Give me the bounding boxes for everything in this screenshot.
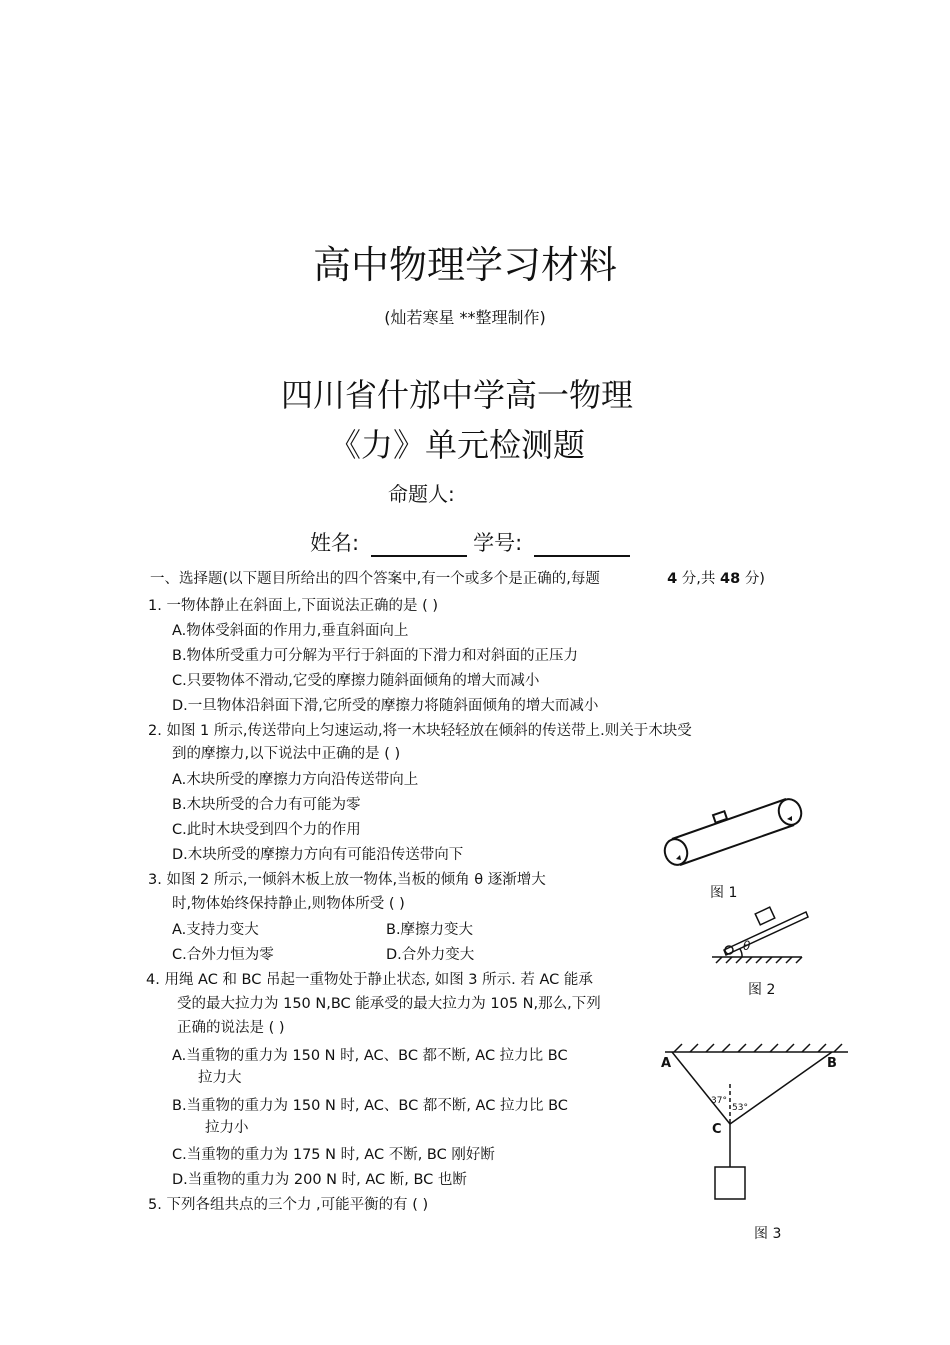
block xyxy=(755,907,775,925)
q3-option-c: C.合外力恒为零 xyxy=(172,947,274,963)
name-blank[interactable] xyxy=(371,533,467,557)
figure-2-label: 图 2 xyxy=(748,982,776,998)
figure-3-point-c: C xyxy=(712,1122,722,1137)
rope-bc xyxy=(730,1052,832,1124)
lower-roller-arrow-icon xyxy=(676,855,681,860)
question-3-stem-line-1: 3. 如图 2 所示,一倾斜木板上放一物体,当板的倾角 θ 逐渐增大 xyxy=(148,872,546,888)
school-title: 四川省什邡中学高一物理 xyxy=(280,376,633,414)
figure-3-label: 图 3 xyxy=(754,1226,782,1242)
unit-title: 《力》单元检测题 xyxy=(328,426,585,464)
question-5-stem: 5. 下列各组共点的三个力 ,可能平衡的有 ( ) xyxy=(148,1197,429,1213)
q1-option-a: A.物体受斜面的作用力,垂直斜面向上 xyxy=(172,623,409,639)
upper-roller-arrow-icon xyxy=(787,816,792,821)
q3-option-d: D.合外力变大 xyxy=(386,947,475,963)
section-heading-text: 一、选择题(以下题目所给出的四个答案中,有一个或多个是正确的,每题 xyxy=(150,571,600,587)
figure-2-incline xyxy=(710,900,810,965)
question-2-stem-line-2: 到的摩擦力,以下说法中正确的是 ( ) xyxy=(172,746,401,762)
ceiling-hatch xyxy=(674,1044,842,1052)
q4-option-b: B.当重物的重力为 150 N 时, AC、BC 都不断, AC 拉力比 BC xyxy=(172,1098,568,1114)
credit-line: (灿若寒星 **整理制作) xyxy=(384,308,546,327)
score-mid-text: 分,共 xyxy=(681,571,716,587)
q2-option-b: B.木块所受的合力有可能为零 xyxy=(172,797,361,813)
weight-box xyxy=(715,1167,745,1199)
q1-option-c: C.只要物体不滑动,它受的摩擦力随斜面倾角的增大而减小 xyxy=(172,673,540,689)
q4-option-a-cont: 拉力大 xyxy=(198,1070,242,1086)
question-4-stem-line-2: 受的最大拉力为 150 N,BC 能承受的最大拉力为 105 N,那么,下列 xyxy=(177,996,601,1012)
q1-option-b: B.物体所受重力可分解为平行于斜面的下滑力和对斜面的正压力 xyxy=(172,648,579,664)
q2-option-a: A.木块所受的摩擦力方向沿传送带向上 xyxy=(172,772,419,788)
main-title: 高中物理学习材料 xyxy=(312,243,617,287)
figure-3-point-b: B xyxy=(827,1056,837,1071)
q3-option-a: A.支持力变大 xyxy=(172,922,259,938)
name-label: 姓名: xyxy=(310,531,360,555)
angle-arc xyxy=(740,949,742,957)
q4-option-a: A.当重物的重力为 150 N 时, AC、BC 都不断, AC 拉力比 BC xyxy=(172,1048,568,1064)
question-4-stem-line-3: 正确的说法是 ( ) xyxy=(177,1020,285,1036)
figure-3-hanging-weight xyxy=(660,1040,850,1205)
q4-option-d: D.当重物的重力为 200 N 时, AC 断, BC 也断 xyxy=(172,1172,467,1188)
number-label: 学号: xyxy=(473,531,523,555)
question-4-stem-line-1: 4. 用绳 AC 和 BC 吊起一重物处于静止状态, 如图 3 所示. 若 AC 能承 xyxy=(146,972,593,988)
question-3-stem-line-2: 时,物体始终保持静止,则物体所受 ( ) xyxy=(172,896,405,912)
figure-2-angle-label: θ xyxy=(743,939,751,953)
figure-3-point-a: A xyxy=(661,1056,672,1071)
q4-option-b-cont: 拉力小 xyxy=(205,1120,249,1136)
figure-3-angle-right: 53° xyxy=(732,1103,748,1113)
question-2-stem-line-1: 2. 如图 1 所示,传送带向上匀速运动,将一木块轻轻放在倾斜的传送带上.则关于木块受 xyxy=(148,723,692,739)
q2-option-c: C.此时木块受到四个力的作用 xyxy=(172,822,361,838)
question-1-stem: 1. 一物体静止在斜面上,下面说法正确的是 ( ) xyxy=(148,598,439,614)
author-label: 命题人: xyxy=(388,482,455,506)
ground-hatch xyxy=(716,957,802,963)
section-heading xyxy=(150,567,765,588)
rope-ac xyxy=(672,1052,730,1124)
score-per-question: 4 xyxy=(667,571,678,587)
q1-option-d: D.一旦物体沿斜面下滑,它所受的摩擦力将随斜面倾角的增大而减小 xyxy=(172,698,599,714)
q4-option-c: C.当重物的重力为 175 N 时, AC 不断, BC 刚好断 xyxy=(172,1147,495,1163)
score-total: 48 xyxy=(720,571,741,587)
score-end-text: 分) xyxy=(744,571,765,587)
q3-option-b: B.摩擦力变大 xyxy=(386,922,474,938)
student-info-row xyxy=(310,527,636,557)
number-blank[interactable] xyxy=(534,533,630,557)
q2-option-d: D.木块所受的摩擦力方向有可能沿传送带向下 xyxy=(172,847,464,863)
figure-1-label: 图 1 xyxy=(710,885,738,901)
figure-1-conveyor xyxy=(660,795,810,870)
figure-3-angle-left: 37° xyxy=(711,1096,727,1106)
